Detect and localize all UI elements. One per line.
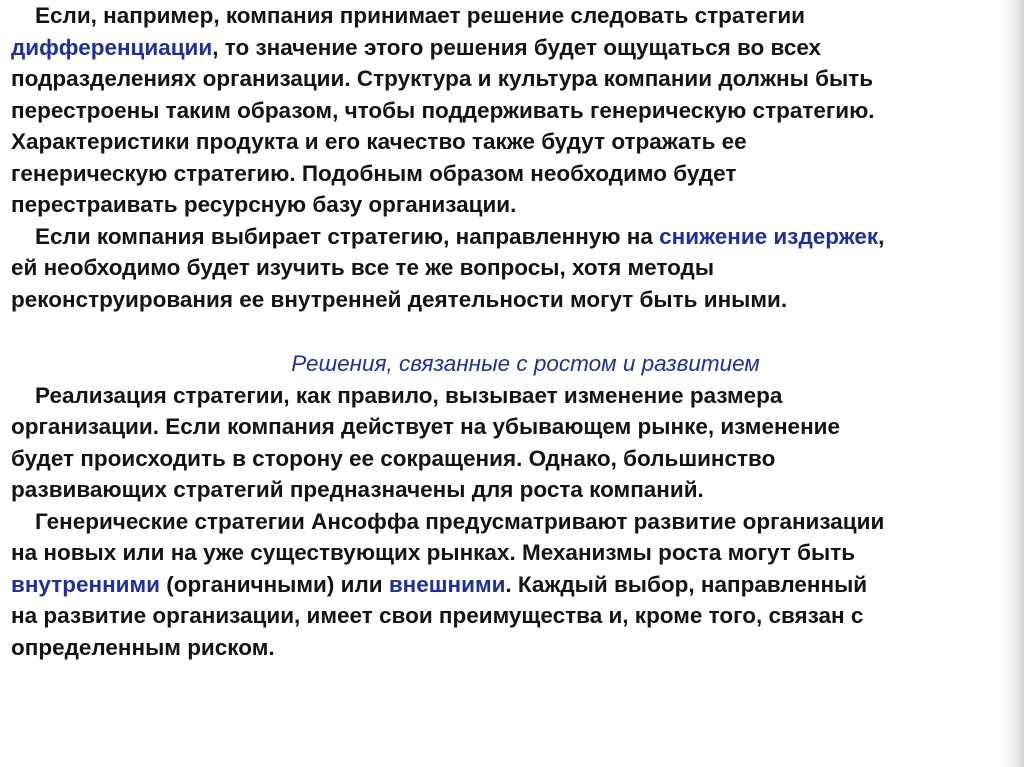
- text-line: на развитие организации, имеет свои преимущества и, кроме того, связан с: [11, 603, 864, 628]
- text-line: реконструирования ее внутренней деятельности могут быть иными.: [11, 286, 788, 312]
- text-line: перестроены таким образом, чтобы поддерживать генерическую стратегию.: [11, 97, 875, 123]
- highlight-term: внутренними: [11, 571, 160, 597]
- slide-text: [11, 0, 1013, 663]
- paragraph-differentiation: [11, 0, 1013, 221]
- highlight-term: снижение издержек: [659, 223, 879, 249]
- text-line: развивающих стратегий предназначены для роста компаний.: [11, 477, 704, 502]
- text-line: ей необходимо будет изучить все те же вопросы, хотя методы: [11, 255, 715, 280]
- text-fragment: ,: [878, 223, 885, 249]
- text-fragment: , то значение этого решения будет ощущаться во всех: [212, 34, 822, 60]
- text-fragment: Если компания выбирает стратегию, направленную на: [35, 223, 660, 249]
- text-line: [11, 569, 1013, 601]
- highlight-term: дифференциации: [11, 34, 213, 60]
- text-line: будет происходить в сторону ее сокращения. Однако, большинство: [11, 445, 776, 471]
- text-fragment: . Каждый выбор, направленный: [505, 571, 868, 597]
- text-fragment: (органичными) или: [159, 571, 389, 597]
- spacer: [11, 315, 1013, 348]
- text-line: Характеристики продукта и его качество также будут отражать ее: [11, 129, 747, 154]
- section-heading: Решения, связанные с ростом и развитием: [291, 351, 760, 376]
- text-line: Генерические стратегии Ансоффа предусматривают развитие организации: [35, 508, 885, 534]
- text-line: [11, 32, 1013, 64]
- paragraph-ansoff: [11, 506, 1013, 664]
- text-line: подразделениях организации. Структура и культура компании должны быть: [11, 66, 874, 91]
- text-line: генерическую стратегию. Подобным образом необходимо будет: [11, 160, 737, 186]
- page-edge-shadow: [1002, 0, 1024, 767]
- text-line: определенным риском.: [11, 634, 275, 660]
- text-line: перестраивать ресурсную базу организации.: [11, 192, 517, 217]
- paragraph-implementation: [11, 380, 1013, 506]
- highlight-term: внешними: [388, 571, 506, 597]
- text-line: Если, например, компания принимает решение следовать стратегии: [35, 3, 805, 28]
- paragraph-cost-reduction: [11, 221, 1013, 316]
- text-line: [11, 221, 1013, 253]
- text-line: на новых или на уже существующих рынках. Механизмы роста могут быть: [11, 540, 856, 565]
- text-line: организации. Если компания действует на убывающем рынке, изменение: [11, 414, 841, 439]
- text-line: Реализация стратегии, как правило, вызывает изменение размера: [35, 382, 783, 408]
